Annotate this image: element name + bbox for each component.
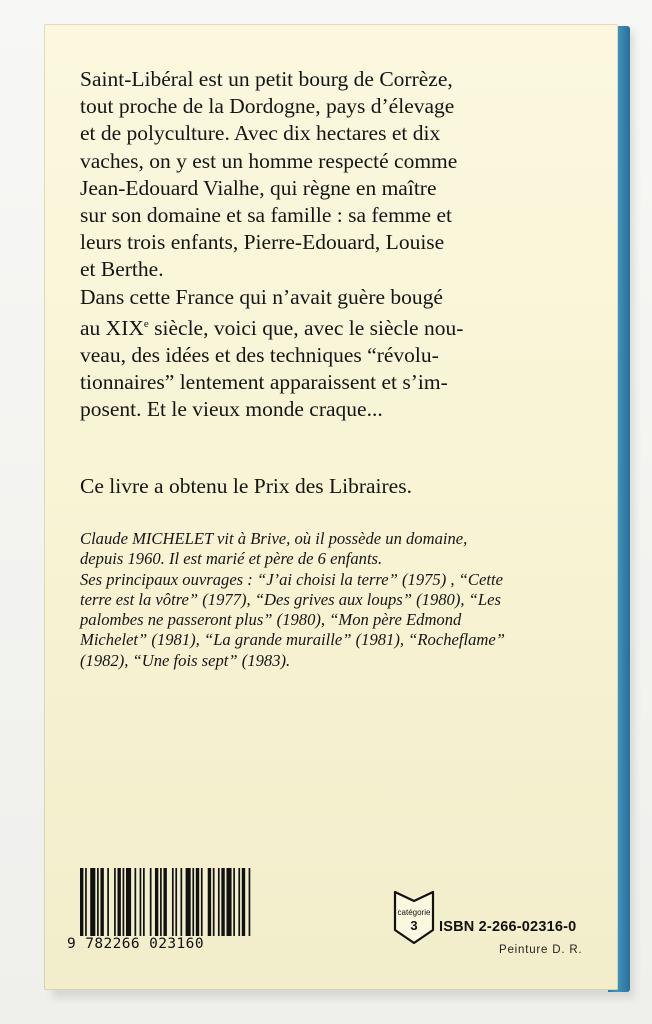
barcode-bar [143,868,145,936]
category-label: catégorie [397,908,431,917]
bio-line: depuis 1960. Il est marié et père de 6 enfants. [80,549,383,569]
barcode-digits: 9 782266 023160 [67,936,204,952]
barcode-bar [180,868,182,936]
bio-line: palombes ne passeront plus” (1980), “Mon père Edmond [80,610,462,630]
barcode-bar [97,868,99,936]
barcode-bar [196,868,199,936]
barcode-bar [114,868,116,936]
barcode-bar [218,868,220,936]
barcode-bar [238,868,240,936]
barcode-bar [126,868,131,936]
barcode-bar [163,868,166,936]
barcode-bar [175,868,177,936]
century-superscript: e [143,317,149,330]
barcode-bar [117,868,120,936]
synopsis-line: tout proche de la Dordogne, pays d’élevage [80,94,455,119]
bio-line: (1982), “Une fois sept” (1983). [80,650,291,670]
barcode-bar [107,868,109,936]
barcode-bar [226,868,231,936]
bio-line: Michelet” (1981), “La grande muraille” (1981), “Rocheflame” [80,630,505,650]
synopsis-line: Dans cette France qui n’avait guère bougé [80,284,443,309]
barcode [80,868,252,936]
barcode-bar [172,868,174,936]
barcode-bar [80,868,83,936]
cover-credit: Peinture D. R. [499,944,583,956]
barcode-bar [123,868,125,936]
category-number: 3 [410,918,418,933]
bio-line: terre est la vôtre” (1977), “Des grives aux loups” (1980), “Les [80,589,501,609]
synopsis-line: Saint-Libéral est un petit bourg de Corrèze, [80,67,453,91]
synopsis-line: tionnaires” lentement apparaissent et s’im- [80,370,448,395]
category-badge-icon [392,888,436,946]
barcode-bar [213,868,215,936]
barcode-bar [249,868,251,936]
synopsis-line: leurs trois enfants, Pierre-Edouard, Louise [80,230,445,255]
barcode-bar [135,868,137,936]
barcode-bar [233,868,235,936]
barcode-bar [242,868,245,936]
barcode-bar [208,868,211,936]
synopsis-line: et Berthe. [80,257,164,282]
barcode-bar [140,868,142,936]
barcode-bar [221,868,224,936]
synopsis-paragraph [80,66,580,424]
synopsis-line [80,311,580,342]
synopsis-line: sur son domaine et sa famille : sa femme et [80,203,452,228]
synopsis-line: Jean-Edouard Vialhe, qui règne en maître [80,175,437,200]
prize-statement: Ce livre a obtenu le Prix des Libraires. [80,474,412,498]
bio-line: Ses principaux ouvrages : “J’ai choisi la terre” (1975) , “Cette [80,569,503,589]
barcode-bar [192,868,194,936]
barcode-bar [155,868,158,936]
synopsis-line: veau, des idées et des techniques “révolu- [80,343,439,368]
century-numeral: au XIX [80,315,144,340]
barcode-bar [186,868,191,936]
bio-line: Claude MICHELET vit à Brive, où il possède un domaine, [80,529,468,548]
synopsis-line: et de polyculture. Avec dix hectares et dix [80,121,441,146]
barcode-bar [85,868,87,936]
barcode-bar [90,868,95,936]
author-bio [80,529,580,671]
synopsis-line: posent. Et le vieux monde craque... [80,397,383,422]
barcode-bar [160,868,162,936]
isbn-number: ISBN 2-266-02316-0 [439,919,577,935]
barcode-bar [100,868,103,936]
century-line-rest: siècle, voici que, avec le siècle nou- [148,315,464,340]
barcode-bar [201,868,203,936]
barcode-bar [150,868,152,936]
synopsis-line: vaches, on y est un homme respecté comme [80,148,458,173]
